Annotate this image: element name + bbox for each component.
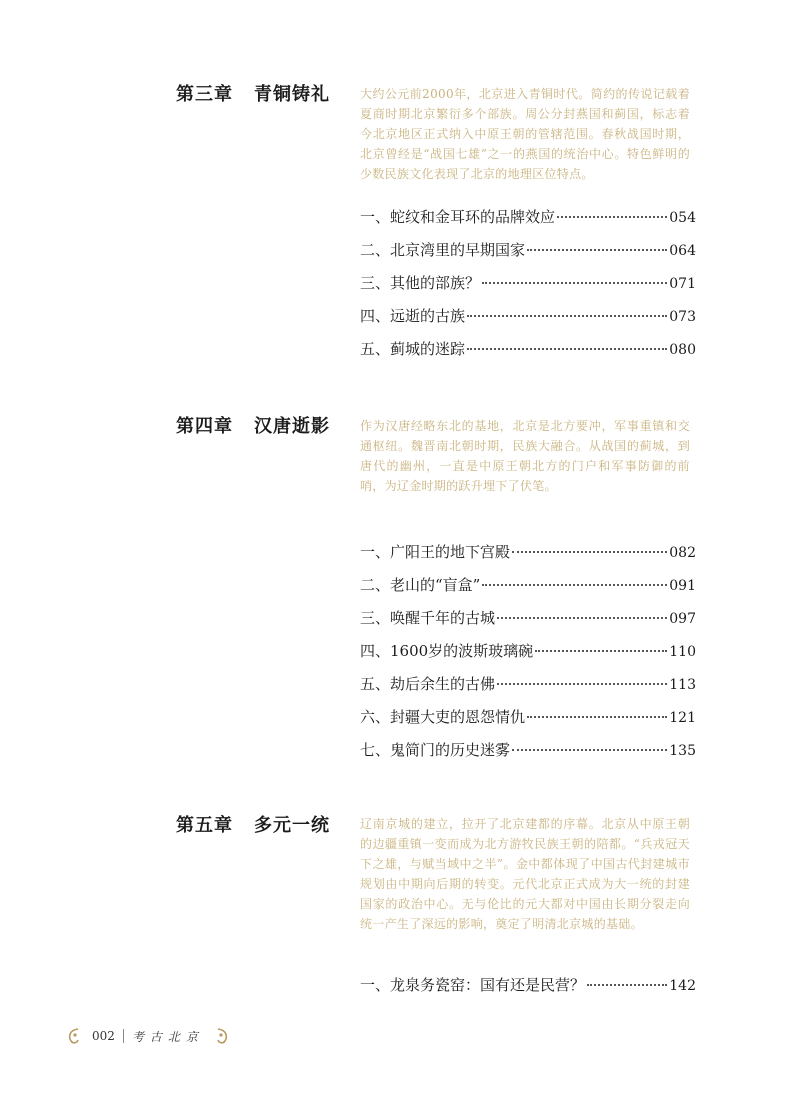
toc-item[interactable] (360, 272, 696, 305)
leader-dots (467, 315, 667, 317)
toc-page: 097 (669, 611, 696, 627)
toc-page: 054 (669, 210, 696, 226)
toc-label: 四、远逝的古族 (360, 307, 466, 325)
toc-item[interactable] (360, 541, 696, 574)
leader-dots (587, 984, 667, 986)
toc-item[interactable] (360, 239, 696, 272)
toc-page: 121 (669, 710, 696, 726)
toc-item[interactable] (360, 305, 696, 338)
toc-item[interactable] (360, 673, 696, 706)
leader-dots (497, 617, 667, 619)
chapter-title: 青铜铸礼 (254, 84, 330, 105)
leader-dots (482, 584, 667, 586)
leader-dots (512, 551, 667, 553)
toc-item[interactable] (360, 739, 696, 772)
toc-label: 一、龙泉务瓷窑：国有还是民营？ (360, 976, 586, 994)
chapter-title: 汉唐逝影 (254, 416, 330, 437)
toc-item[interactable] (360, 338, 696, 371)
chapter-summary: 辽南京城的建立，拉开了北京建都的序幕。北京从中原王朝的边疆重镇一变而成为北方游牧民族王朝的陪都。“兵戎冠天下之雄，与赋当域中之半”。金中都体现了中国古代封建城市规划由中期向后期的转变。元代北京正式成为大一统的封建国家的政治中心。无与伦比的元大都对中国由长期分裂走向统一产生了深远的影响，奠定了明清北京城的基础。 (360, 817, 690, 931)
chapter-heading (176, 412, 330, 438)
chapter-number: 第三章 (176, 84, 233, 105)
toc-label: 三、其他的部族？ (360, 274, 481, 292)
toc-label: 五、蓟城的迷踪 (360, 340, 466, 358)
toc-label: 六、封疆大吏的恩怨情仇 (360, 708, 526, 726)
toc-page: 080 (669, 342, 696, 358)
toc-list (360, 206, 696, 371)
toc-label: 二、北京湾里的早期国家 (360, 241, 526, 259)
footer-divider (123, 1029, 124, 1043)
ornament-right-icon (212, 1026, 232, 1046)
toc-label: 一、广阳王的地下宫殿 (360, 543, 511, 561)
toc-page: 142 (669, 978, 696, 994)
toc-page: 082 (669, 545, 696, 561)
toc-label: 二、老山的“盲盒” (360, 576, 481, 594)
chapter-title: 多元一统 (254, 815, 330, 836)
chapter-heading (176, 811, 330, 837)
leader-dots (512, 749, 667, 751)
toc-page: 091 (669, 578, 696, 594)
toc-list (360, 974, 696, 1007)
leader-dots (527, 249, 667, 251)
leader-dots (535, 650, 667, 652)
leader-dots (482, 282, 667, 284)
toc-page: 064 (669, 243, 696, 259)
chapter-number: 第四章 (176, 416, 233, 437)
toc-item[interactable] (360, 640, 696, 673)
toc-item[interactable] (360, 706, 696, 739)
toc-label: 一、蛇纹和金耳环的品牌效应 (360, 208, 556, 226)
leader-dots (467, 348, 667, 350)
leader-dots (557, 216, 667, 218)
toc-page: 073 (669, 309, 696, 325)
toc-page: 071 (669, 276, 696, 292)
toc-label: 四、1600岁的波斯玻璃碗 (360, 642, 534, 660)
page-number: 002 (92, 1029, 115, 1043)
chapter-heading (176, 80, 330, 106)
chapter-summary: 大约公元前2000年，北京进入青铜时代。简约的传说记载着夏商时期北京繁衍多个部族。周公分封燕国和蓟国，标志着今北京地区正式纳入中原王朝的管辖范围。春秋战国时期，北京曾经是“战国七雄”之一的燕国的统治中心。特色鲜明的少数民族文化表现了北京的地理区位特点。 (360, 87, 690, 181)
toc-page: 113 (669, 677, 696, 693)
toc-label: 三、唤醒千年的古城 (360, 609, 496, 627)
leader-dots (527, 716, 667, 718)
toc-item[interactable] (360, 574, 696, 607)
toc-label: 五、劫后余生的古佛 (360, 675, 496, 693)
chapter-number: 第五章 (176, 815, 233, 836)
toc-item[interactable] (360, 206, 696, 239)
leader-dots (497, 683, 667, 685)
toc-page: 135 (669, 743, 696, 759)
toc-list (360, 541, 696, 772)
chapter-summary: 作为汉唐经略东北的基地，北京是北方要冲，军事重镇和交通枢纽。魏晋南北朝时期，民族大融合。从战国的蓟城，到唐代的幽州，一直是中原王朝北方的门户和军事防御的前哨，为辽金时期的跃升埋下了伏笔。 (360, 419, 690, 493)
page-footer (64, 1026, 232, 1046)
toc-item[interactable] (360, 607, 696, 640)
ornament-left-icon (64, 1026, 84, 1046)
toc-item[interactable] (360, 974, 696, 1007)
book-title: 考古北京 (131, 1029, 204, 1044)
toc-label: 七、鬼简门的历史迷雾 (360, 741, 511, 759)
toc-page: 110 (669, 644, 696, 660)
